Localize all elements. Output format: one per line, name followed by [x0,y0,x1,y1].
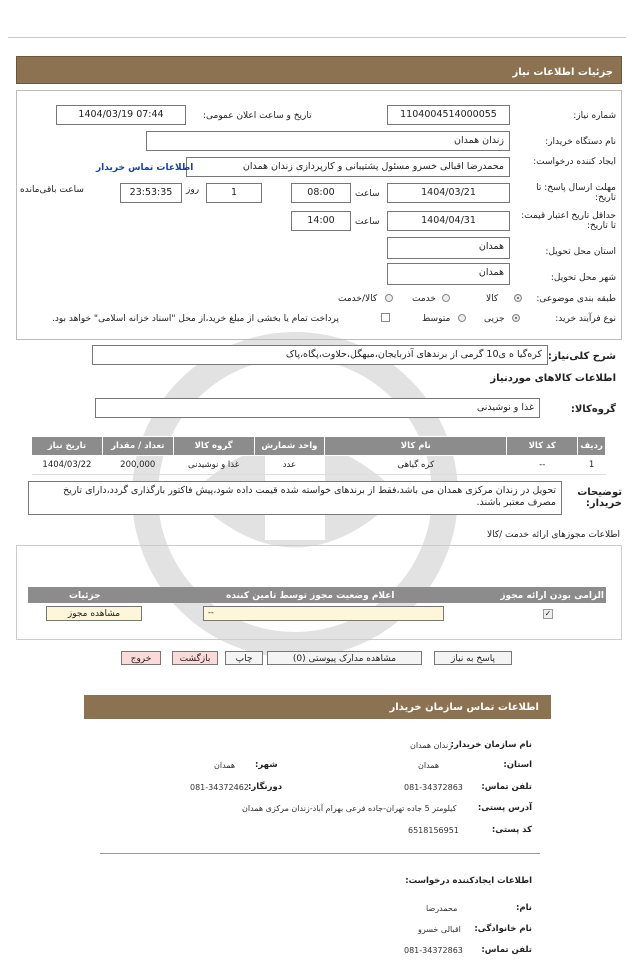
delivery-province-label: استان محل تحویل: [545,247,616,257]
cell-row: 1 [578,456,606,475]
category-service-radio[interactable] [442,294,450,302]
phone-value: 081-34372863 [404,783,463,792]
org-name-value: زندان همدان [410,741,453,750]
goods-group-field: غذا و نوشیدنی [95,398,540,418]
exit-button[interactable]: خروج [121,651,161,665]
permit-status-field: -- [203,606,444,621]
buyer-contact-link[interactable]: اطلاعات تماس خریدار [96,163,194,173]
goods-table [31,436,606,475]
col-date: تاریخ نیاز [32,437,103,456]
table-row [32,456,606,475]
permits-col-details: جزئیات [69,591,101,601]
org-name-label: نام سازمان خریدار: [450,740,532,750]
need-number-field: 1104004514000055 [387,105,510,125]
category-goods-service-radio[interactable] [385,294,393,302]
permit-required-checkbox: ✓ [544,609,552,618]
creator-family-value: اقبالی خسرو [418,925,461,934]
process-medium-radio[interactable] [458,314,466,322]
address-label: آدرس پستی: [477,803,532,813]
creator-phone-value: 081-34372863 [404,946,463,955]
postal-code-label: کد پستی: [491,825,532,835]
summary-label: شرح کلی‌نیاز: [547,351,616,362]
process-minor-radio[interactable] [512,314,520,322]
top-divider [8,37,626,38]
postal-code-value: 6518156951 [408,826,459,835]
category-service-label: خدمت [412,294,436,304]
creator-label: ایجاد کننده درخواست: [533,157,616,167]
cell-code: -- [507,456,578,475]
days-remaining-field: 1 [206,183,262,203]
view-permit-button[interactable]: مشاهده مجوز [46,606,142,621]
goods-section-title: اطلاعات کالاهای موردنیاز [490,373,616,384]
cell-name: کره گیاهی [325,456,507,475]
province-value: همدان [418,761,440,770]
validity-date-field: 1404/04/31 [387,211,510,231]
creator-phone-label: تلفن تماس: [481,945,532,955]
time-remaining-label: ساعت باقی‌مانده [20,185,84,195]
permits-section-title: اطلاعات مجوزهای ارائه خدمت /کالا [486,530,620,540]
process-medium-label: متوسط [422,314,451,324]
treasury-payment-checkbox[interactable] [381,313,390,322]
buyer-notes-field: تحویل در زندان مرکزی همدان می باشد،فقط از برندهای خواسته شده قیمت داده شود،پیش فاکتور بارگذاری گردد،دارای تاریخ مصرف معتبر باشند. [28,481,562,515]
process-minor-label: جزیی [484,314,505,324]
col-group: گروه کالا [173,437,254,456]
page-title: جزئیات اطلاعات نیاز [16,56,622,84]
province-label: استان: [503,760,532,770]
announce-datetime-label: تاریخ و ساعت اعلان عمومی: [203,111,312,121]
creator-info-title: اطلاعات ایجادکننده درخواست: [405,876,532,886]
need-number-label: شماره نیاز: [573,111,616,121]
city-label: شهر: [255,760,278,770]
address-value: کیلومتر 5 جاده تهران-جاده فرعی بهرام آباد-زندان مرکزی همدان [242,804,457,813]
reply-date-field: 1404/03/21 [387,183,510,203]
col-row: ردیف [578,437,606,456]
delivery-city-field: همدان [387,263,510,285]
view-attachments-button[interactable]: مشاهده مدارک پیوستی (0) [267,651,422,665]
process-type-label: نوع فرآیند خرید: [555,314,616,324]
col-unit: واحد شمارش [254,437,325,456]
validity-time-field: 14:00 [291,211,351,231]
fax-value: 081-34372462 [190,783,249,792]
col-code: کد کالا [507,437,578,456]
delivery-city-label: شهر محل تحویل: [550,273,616,283]
permits-col-required: الزامی بودن ارائه مجوز [500,591,604,601]
validity-time-label: ساعت [355,217,380,227]
print-button[interactable]: چاپ [225,651,263,665]
reply-to-need-button[interactable]: پاسخ به نیاز [434,651,512,665]
cell-date: 1404/03/22 [32,456,103,475]
category-label: طبقه بندی موضوعی: [536,294,616,304]
treasury-payment-note: پرداخت تمام یا بخشی از مبلغ خرید،از محل "اسناد خزانه اسلامی" خواهد بود. [52,314,340,324]
delivery-province-field: همدان [387,237,510,259]
cell-group: غذا و نوشیدنی [173,456,254,475]
summary-field: کره‌گیا ه ی10 گرمی از برندهای آذربایجان،میهگل،حلاوت،پگاه،پاک [92,345,548,365]
buyer-name-field: زندان همدان [146,131,510,151]
creator-field: محمدرضا اقبالی خسرو مسئول پشتیبانی و کارپردازی زندان همدان [186,157,510,177]
announce-datetime-field: 1404/03/19 07:44 [56,105,186,125]
creator-name-value: محمدرضا [426,904,458,913]
reply-deadline-label: مهلت ارسال پاسخ: تا تاریخ: [536,183,616,203]
phone-label: تلفن تماس: [481,782,532,792]
price-validity-label: حداقل تاریخ اعتبار قیمت: تا تاریخ: [521,211,616,231]
creator-family-label: نام خانوادگی: [474,924,532,934]
reply-time-field: 08:00 [291,183,351,203]
time-remaining-field: 23:53:35 [120,183,182,203]
col-name: نام کالا [325,437,507,456]
col-qty: تعداد / مقدار [102,437,173,456]
category-goods-service-label: کالا/خدمت [338,294,378,304]
creator-name-label: نام: [515,903,532,913]
days-label: روز [186,185,200,195]
cell-unit: عدد [254,456,325,475]
buyer-notes-label: توضیحات خریدار: [577,487,622,509]
goods-group-label: گروه‌کالا: [570,404,616,415]
cell-qty: 200,000 [102,456,173,475]
reply-time-label: ساعت [355,189,380,199]
contact-divider [100,853,540,854]
back-button[interactable]: بازگشت [172,651,218,665]
buyer-contact-title: اطلاعات تماس سازمان خریدار [84,695,551,719]
buyer-name-label: نام دستگاه خریدار: [545,137,616,147]
permits-col-status: اعلام وضعیت مجوز توسط تامین کننده [226,591,395,601]
category-goods-label: کالا [486,294,499,304]
category-goods-radio[interactable] [514,294,522,302]
city-value: همدان [214,761,236,770]
fax-label: دورنگار: [248,782,283,792]
